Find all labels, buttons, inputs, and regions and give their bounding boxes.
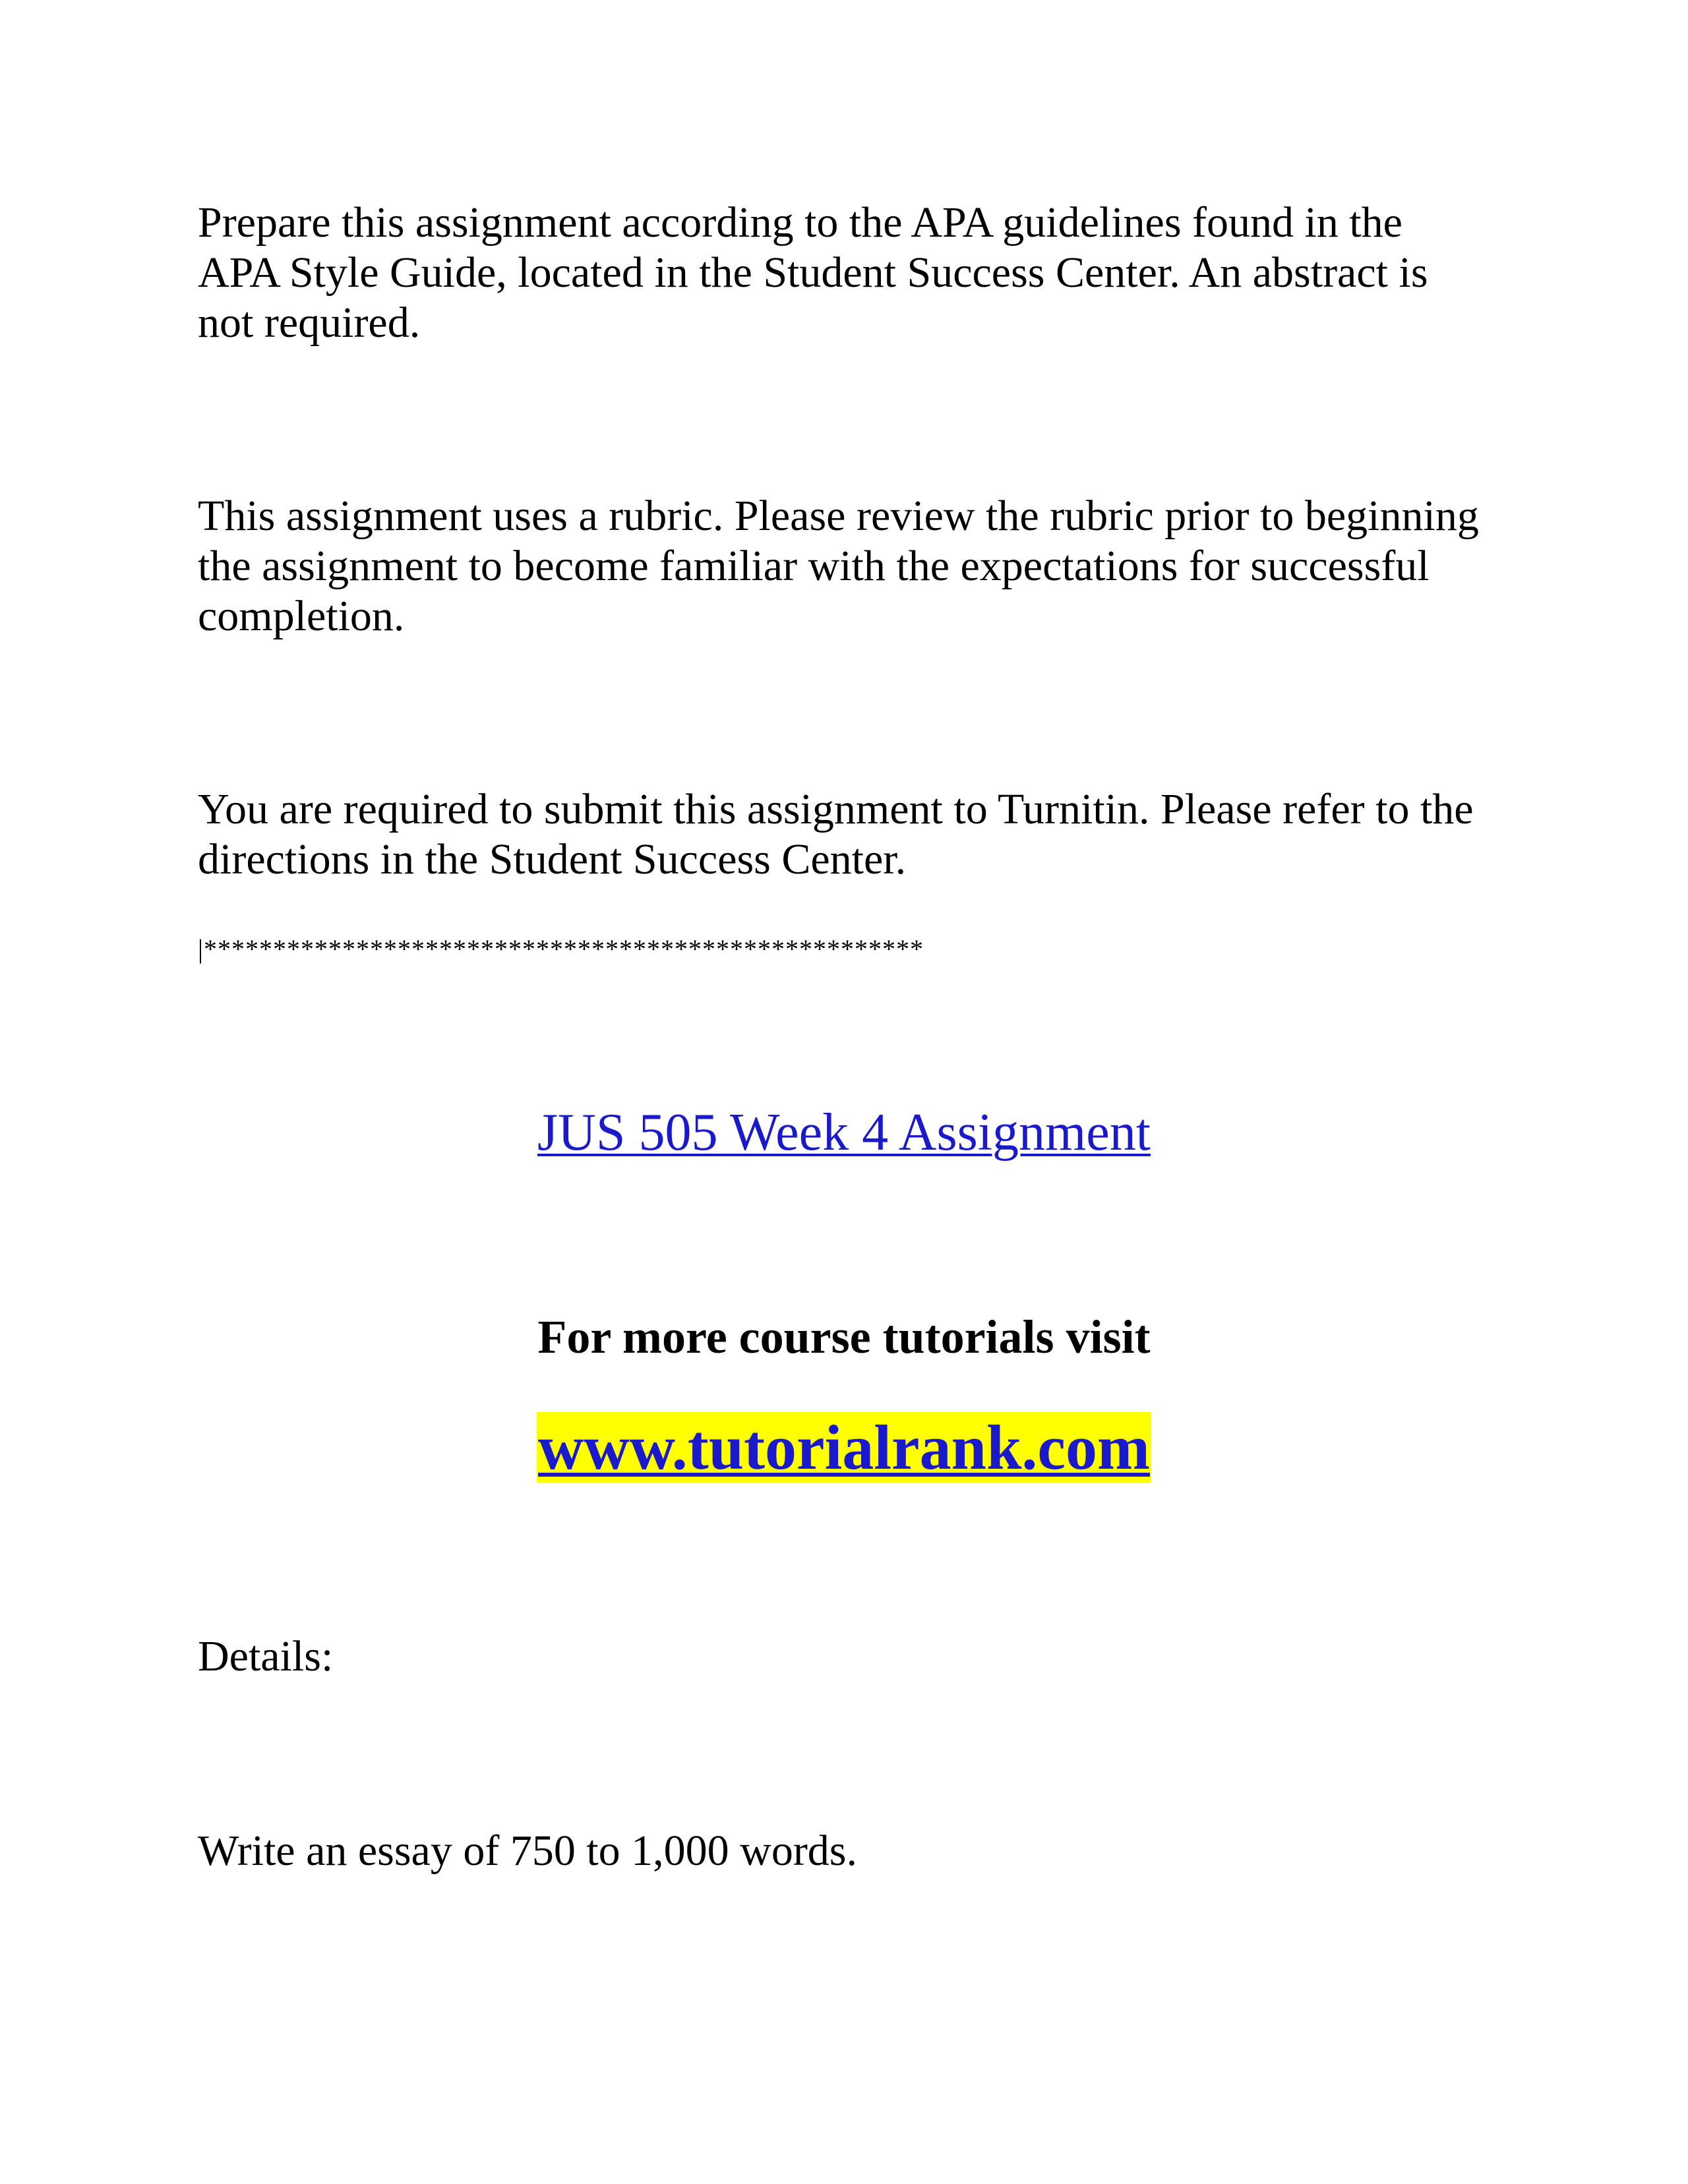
tutorialrank-link[interactable]: www.tutorialrank.com xyxy=(538,1412,1150,1483)
details-label: Details: xyxy=(198,1632,334,1680)
site-link-container xyxy=(0,1411,1688,1485)
essay-instruction: Write an essay of 750 to 1,000 words. xyxy=(198,1827,857,1875)
turnitin-paragraph: You are required to submit this assignment to Turnitin. Please refer to the directions in the Student Success Center. xyxy=(198,785,1474,883)
rubric-paragraph: This assignment uses a rubric. Please review the rubric prior to beginning the assignment to become familiar with the expectations for successful completion. xyxy=(198,492,1479,640)
asterisk-separator: |**************************************************** xyxy=(198,934,924,964)
promo-heading: For more course tutorials visit xyxy=(537,1311,1151,1363)
apa-guidelines-paragraph: Prepare this assignment according to the APA guidelines found in the APA Style Guide, located in the Student Success Center. An abstract is not required. xyxy=(198,198,1428,347)
title-link-container xyxy=(0,1101,1688,1164)
assignment-title-link[interactable]: JUS 505 Week 4 Assignment xyxy=(537,1104,1151,1162)
